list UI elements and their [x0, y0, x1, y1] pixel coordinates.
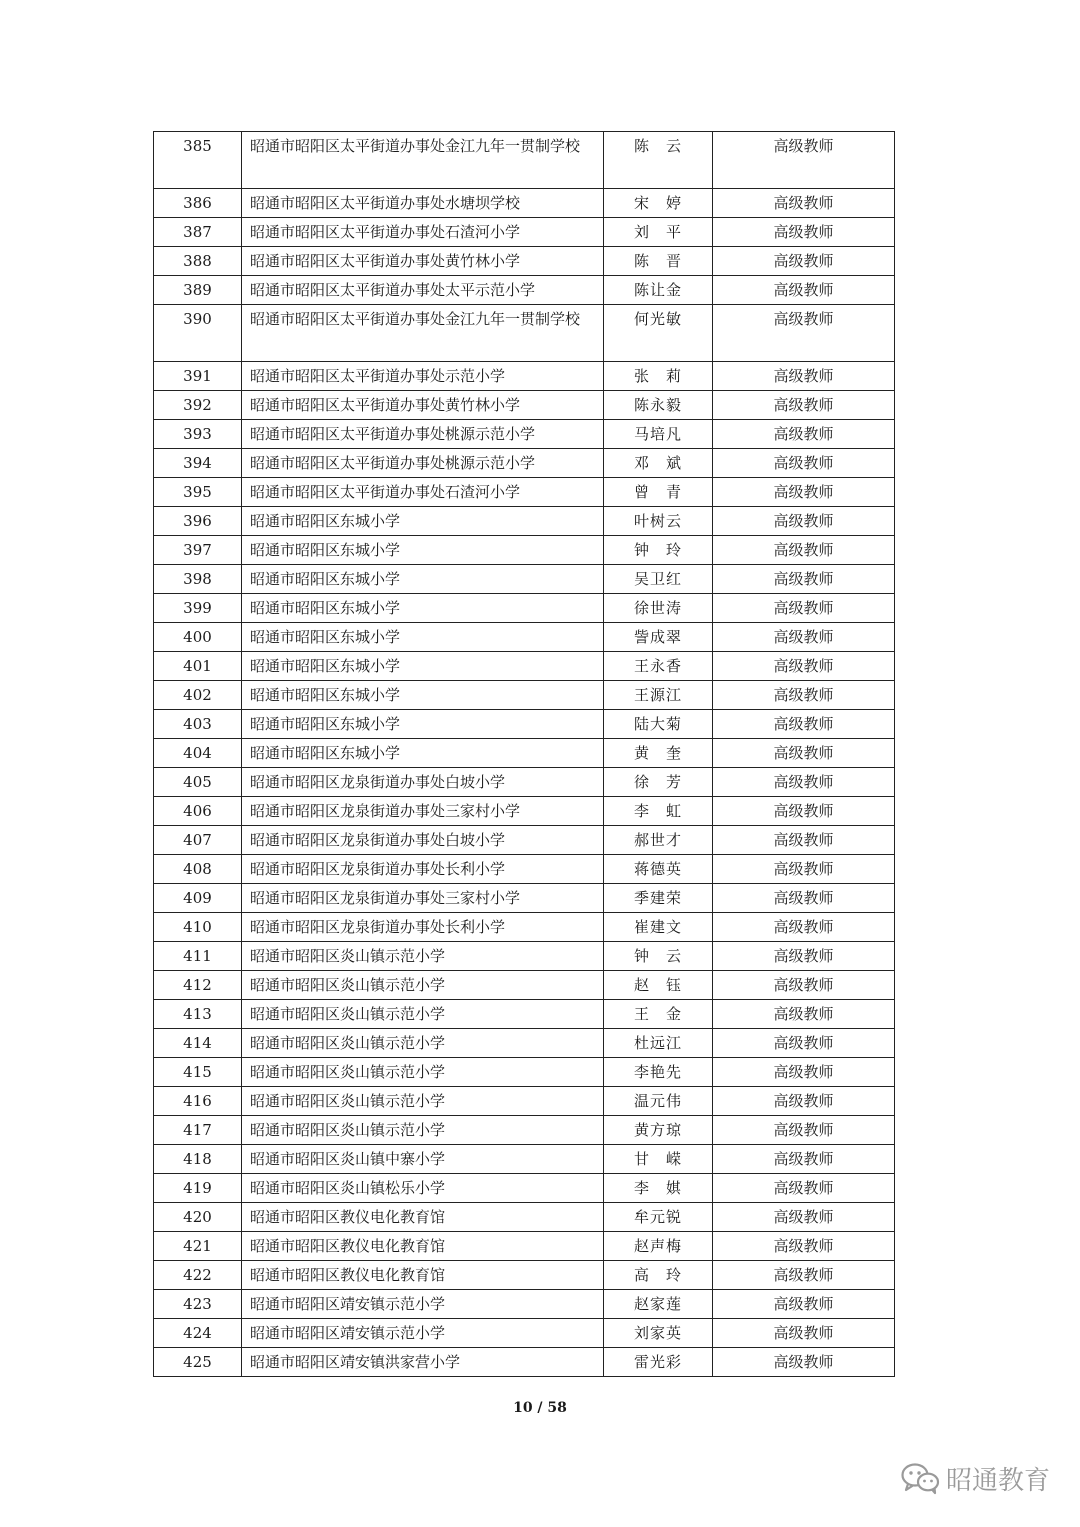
wechat-icon — [900, 1461, 940, 1495]
watermark — [900, 1458, 1050, 1498]
table-row — [154, 449, 895, 478]
job-title: 高级教师 — [713, 1029, 895, 1058]
school-name: 昭通市昭阳区龙泉街道办事处白坡小学 — [242, 826, 604, 855]
row-number: 393 — [154, 420, 242, 449]
teacher-name: 郝世才 — [604, 826, 713, 855]
table-row — [154, 681, 895, 710]
job-title: 高级教师 — [713, 276, 895, 305]
row-number: 405 — [154, 768, 242, 797]
job-title: 高级教师 — [713, 247, 895, 276]
job-title: 高级教师 — [713, 362, 895, 391]
job-title: 高级教师 — [713, 681, 895, 710]
table-row — [154, 362, 895, 391]
school-name: 昭通市昭阳区东城小学 — [242, 507, 604, 536]
table-row — [154, 1145, 895, 1174]
table-row — [154, 276, 895, 305]
table-row — [154, 218, 895, 247]
school-name: 昭通市昭阳区炎山镇示范小学 — [242, 1029, 604, 1058]
school-name: 昭通市昭阳区教仪电化教育馆 — [242, 1232, 604, 1261]
teacher-name: 叶树云 — [604, 507, 713, 536]
teacher-name: 赵声梅 — [604, 1232, 713, 1261]
table-row — [154, 1087, 895, 1116]
table-row — [154, 652, 895, 681]
row-number: 406 — [154, 797, 242, 826]
job-title: 高级教师 — [713, 1232, 895, 1261]
table-row — [154, 855, 895, 884]
row-number: 407 — [154, 826, 242, 855]
school-name: 昭通市昭阳区龙泉街道办事处长利小学 — [242, 855, 604, 884]
school-name: 昭通市昭阳区炎山镇示范小学 — [242, 1087, 604, 1116]
table-row — [154, 826, 895, 855]
job-title: 高级教师 — [713, 652, 895, 681]
job-title: 高级教师 — [713, 420, 895, 449]
table-row — [154, 565, 895, 594]
teacher-name: 陈永毅 — [604, 391, 713, 420]
school-name: 昭通市昭阳区东城小学 — [242, 681, 604, 710]
school-name: 昭通市昭阳区炎山镇松乐小学 — [242, 1174, 604, 1203]
row-number: 391 — [154, 362, 242, 391]
school-name: 昭通市昭阳区炎山镇示范小学 — [242, 1000, 604, 1029]
row-number: 389 — [154, 276, 242, 305]
table-row — [154, 305, 895, 362]
job-title: 高级教师 — [713, 1174, 895, 1203]
job-title: 高级教师 — [713, 189, 895, 218]
table-row — [154, 1203, 895, 1232]
roster-body — [154, 132, 895, 1377]
teacher-name: 黄 奎 — [604, 739, 713, 768]
teacher-name: 高 玲 — [604, 1261, 713, 1290]
table-row — [154, 1058, 895, 1087]
school-name: 昭通市昭阳区东城小学 — [242, 739, 604, 768]
school-name: 昭通市昭阳区龙泉街道办事处长利小学 — [242, 913, 604, 942]
school-name: 昭通市昭阳区东城小学 — [242, 594, 604, 623]
table-row — [154, 1261, 895, 1290]
teacher-roster-table — [153, 131, 895, 1377]
row-number: 388 — [154, 247, 242, 276]
school-name: 昭通市昭阳区靖安镇示范小学 — [242, 1290, 604, 1319]
row-number: 390 — [154, 305, 242, 362]
job-title: 高级教师 — [713, 507, 895, 536]
teacher-name: 訾成翠 — [604, 623, 713, 652]
school-name: 昭通市昭阳区龙泉街道办事处白坡小学 — [242, 768, 604, 797]
job-title: 高级教师 — [713, 1116, 895, 1145]
teacher-name: 牟元锐 — [604, 1203, 713, 1232]
teacher-name: 徐世涛 — [604, 594, 713, 623]
table-row — [154, 739, 895, 768]
school-name: 昭通市昭阳区龙泉街道办事处三家村小学 — [242, 797, 604, 826]
teacher-name: 刘家英 — [604, 1319, 713, 1348]
teacher-name: 季建荣 — [604, 884, 713, 913]
job-title: 高级教师 — [713, 710, 895, 739]
job-title: 高级教师 — [713, 565, 895, 594]
table-row — [154, 391, 895, 420]
row-number: 402 — [154, 681, 242, 710]
row-number: 408 — [154, 855, 242, 884]
school-name: 昭通市昭阳区教仪电化教育馆 — [242, 1261, 604, 1290]
row-number: 404 — [154, 739, 242, 768]
school-name: 昭通市昭阳区炎山镇中寨小学 — [242, 1145, 604, 1174]
teacher-name: 王永香 — [604, 652, 713, 681]
school-name: 昭通市昭阳区太平街道办事处石渣河小学 — [242, 218, 604, 247]
teacher-name: 甘 嵘 — [604, 1145, 713, 1174]
table-row — [154, 478, 895, 507]
table-row — [154, 710, 895, 739]
school-name: 昭通市昭阳区东城小学 — [242, 652, 604, 681]
table-row — [154, 623, 895, 652]
job-title: 高级教师 — [713, 1319, 895, 1348]
table-row — [154, 189, 895, 218]
row-number: 411 — [154, 942, 242, 971]
teacher-name: 宋 婷 — [604, 189, 713, 218]
school-name: 昭通市昭阳区龙泉街道办事处三家村小学 — [242, 884, 604, 913]
job-title: 高级教师 — [713, 305, 895, 362]
teacher-name: 钟 云 — [604, 942, 713, 971]
job-title: 高级教师 — [713, 594, 895, 623]
table-row — [154, 1116, 895, 1145]
school-name: 昭通市昭阳区太平街道办事处黄竹林小学 — [242, 391, 604, 420]
school-name: 昭通市昭阳区东城小学 — [242, 710, 604, 739]
job-title: 高级教师 — [713, 623, 895, 652]
row-number: 395 — [154, 478, 242, 507]
job-title: 高级教师 — [713, 478, 895, 507]
teacher-name: 钟 玲 — [604, 536, 713, 565]
row-number: 422 — [154, 1261, 242, 1290]
row-number: 401 — [154, 652, 242, 681]
row-number: 403 — [154, 710, 242, 739]
table-row — [154, 1290, 895, 1319]
job-title: 高级教师 — [713, 971, 895, 1000]
teacher-name: 温元伟 — [604, 1087, 713, 1116]
row-number: 387 — [154, 218, 242, 247]
job-title: 高级教师 — [713, 1348, 895, 1377]
school-name: 昭通市昭阳区教仪电化教育馆 — [242, 1203, 604, 1232]
row-number: 416 — [154, 1087, 242, 1116]
table-row — [154, 797, 895, 826]
school-name: 昭通市昭阳区靖安镇示范小学 — [242, 1319, 604, 1348]
table-row — [154, 247, 895, 276]
job-title: 高级教师 — [713, 1087, 895, 1116]
row-number: 419 — [154, 1174, 242, 1203]
table-row — [154, 942, 895, 971]
teacher-name: 李艳先 — [604, 1058, 713, 1087]
teacher-name: 邓 斌 — [604, 449, 713, 478]
row-number: 415 — [154, 1058, 242, 1087]
teacher-name: 蒋德英 — [604, 855, 713, 884]
school-name: 昭通市昭阳区炎山镇示范小学 — [242, 1058, 604, 1087]
school-name: 昭通市昭阳区太平街道办事处黄竹林小学 — [242, 247, 604, 276]
teacher-name: 陆大菊 — [604, 710, 713, 739]
watermark-text: 昭通教育 — [945, 1465, 1050, 1496]
teacher-name: 黄方琼 — [604, 1116, 713, 1145]
table-row — [154, 1000, 895, 1029]
page-indicator: 10 / 58 — [513, 1400, 567, 1416]
row-number: 417 — [154, 1116, 242, 1145]
teacher-name: 王 金 — [604, 1000, 713, 1029]
job-title: 高级教师 — [713, 449, 895, 478]
job-title: 高级教师 — [713, 768, 895, 797]
row-number: 392 — [154, 391, 242, 420]
row-number: 410 — [154, 913, 242, 942]
table-row — [154, 1319, 895, 1348]
table-row — [154, 594, 895, 623]
job-title: 高级教师 — [713, 1145, 895, 1174]
row-number: 397 — [154, 536, 242, 565]
job-title: 高级教师 — [713, 913, 895, 942]
teacher-name: 赵家莲 — [604, 1290, 713, 1319]
table-row — [154, 1348, 895, 1377]
table-row — [154, 507, 895, 536]
table-row — [154, 971, 895, 1000]
table-row — [154, 420, 895, 449]
school-name: 昭通市昭阳区东城小学 — [242, 536, 604, 565]
job-title: 高级教师 — [713, 1058, 895, 1087]
school-name: 昭通市昭阳区太平街道办事处金江九年一贯制学校 — [242, 305, 604, 362]
teacher-name: 雷光彩 — [604, 1348, 713, 1377]
row-number: 423 — [154, 1290, 242, 1319]
job-title: 高级教师 — [713, 797, 895, 826]
table-row — [154, 913, 895, 942]
job-title: 高级教师 — [713, 1203, 895, 1232]
job-title: 高级教师 — [713, 942, 895, 971]
job-title: 高级教师 — [713, 391, 895, 420]
teacher-name: 李 娸 — [604, 1174, 713, 1203]
school-name: 昭通市昭阳区东城小学 — [242, 623, 604, 652]
school-name: 昭通市昭阳区靖安镇洪家营小学 — [242, 1348, 604, 1377]
job-title: 高级教师 — [713, 826, 895, 855]
row-number: 414 — [154, 1029, 242, 1058]
teacher-name: 王源江 — [604, 681, 713, 710]
teacher-name: 曾 青 — [604, 478, 713, 507]
teacher-name: 张 莉 — [604, 362, 713, 391]
job-title: 高级教师 — [713, 855, 895, 884]
job-title: 高级教师 — [713, 739, 895, 768]
teacher-name: 崔建文 — [604, 913, 713, 942]
row-number: 400 — [154, 623, 242, 652]
row-number: 421 — [154, 1232, 242, 1261]
row-number: 385 — [154, 132, 242, 189]
school-name: 昭通市昭阳区太平街道办事处示范小学 — [242, 362, 604, 391]
school-name: 昭通市昭阳区炎山镇示范小学 — [242, 1116, 604, 1145]
teacher-name: 陈 云 — [604, 132, 713, 189]
table-row — [154, 1174, 895, 1203]
teacher-name: 何光敏 — [604, 305, 713, 362]
job-title: 高级教师 — [713, 884, 895, 913]
teacher-name: 刘 平 — [604, 218, 713, 247]
row-number: 394 — [154, 449, 242, 478]
teacher-name: 陈让金 — [604, 276, 713, 305]
row-number: 396 — [154, 507, 242, 536]
job-title: 高级教师 — [713, 132, 895, 189]
job-title: 高级教师 — [713, 218, 895, 247]
table-row — [154, 132, 895, 189]
job-title: 高级教师 — [713, 1290, 895, 1319]
school-name: 昭通市昭阳区炎山镇示范小学 — [242, 942, 604, 971]
school-name: 昭通市昭阳区太平街道办事处金江九年一贯制学校 — [242, 132, 604, 189]
teacher-name: 徐 芳 — [604, 768, 713, 797]
table-row — [154, 1232, 895, 1261]
table-row — [154, 768, 895, 797]
teacher-name: 陈 晋 — [604, 247, 713, 276]
row-number: 399 — [154, 594, 242, 623]
teacher-name: 赵 钰 — [604, 971, 713, 1000]
school-name: 昭通市昭阳区炎山镇示范小学 — [242, 971, 604, 1000]
job-title: 高级教师 — [713, 536, 895, 565]
row-number: 386 — [154, 189, 242, 218]
school-name: 昭通市昭阳区太平街道办事处桃源示范小学 — [242, 420, 604, 449]
school-name: 昭通市昭阳区太平街道办事处石渣河小学 — [242, 478, 604, 507]
row-number: 420 — [154, 1203, 242, 1232]
table-row — [154, 884, 895, 913]
job-title: 高级教师 — [713, 1000, 895, 1029]
teacher-name: 吴卫红 — [604, 565, 713, 594]
row-number: 425 — [154, 1348, 242, 1377]
row-number: 409 — [154, 884, 242, 913]
table-row — [154, 536, 895, 565]
school-name: 昭通市昭阳区太平街道办事处太平示范小学 — [242, 276, 604, 305]
row-number: 418 — [154, 1145, 242, 1174]
teacher-name: 马培凡 — [604, 420, 713, 449]
table-row — [154, 1029, 895, 1058]
school-name: 昭通市昭阳区太平街道办事处桃源示范小学 — [242, 449, 604, 478]
row-number: 424 — [154, 1319, 242, 1348]
school-name: 昭通市昭阳区太平街道办事处水塘坝学校 — [242, 189, 604, 218]
teacher-name: 杜远江 — [604, 1029, 713, 1058]
row-number: 413 — [154, 1000, 242, 1029]
row-number: 398 — [154, 565, 242, 594]
school-name: 昭通市昭阳区东城小学 — [242, 565, 604, 594]
teacher-name: 李 虹 — [604, 797, 713, 826]
job-title: 高级教师 — [713, 1261, 895, 1290]
row-number: 412 — [154, 971, 242, 1000]
